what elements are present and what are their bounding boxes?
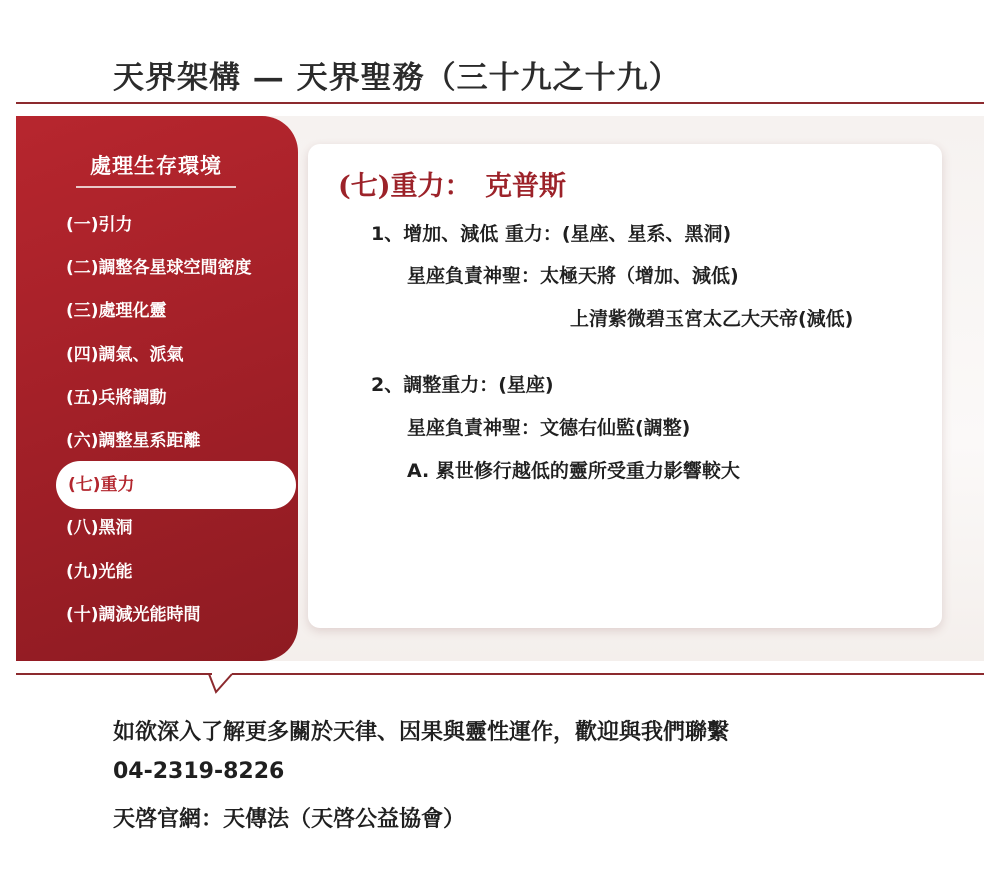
sidebar-title: 處理生存環境 xyxy=(76,150,236,188)
footer-phone[interactable]: 04-2319-8226 xyxy=(113,759,285,784)
sidebar-item-qi-dispatch[interactable]: (四)調氣、派氣 xyxy=(66,345,184,365)
speech-pointer-icon xyxy=(208,672,238,694)
footer-website[interactable]: 天啓官網：天傳法（天啓公益協會） xyxy=(113,807,466,832)
footer-contact-text: 如欲深入了解更多關於天律、因果與靈性運作，歡迎與我們聯繫 xyxy=(113,720,730,745)
bottom-divider xyxy=(232,673,984,675)
page-title: 天界架構 — 天界聖務（三十九之十九） xyxy=(113,60,681,96)
sidebar-item-black-hole[interactable]: (八)黑洞 xyxy=(66,518,133,538)
content-note-a: A. 累世修行越低的靈所受重力影響較大 xyxy=(407,460,740,482)
content-deity-line: 星座負責神聖：太極天將（增加、減低) xyxy=(407,265,739,287)
sidebar-item-galaxy-distance[interactable]: (六)調整星系距離 xyxy=(66,431,201,451)
content-deity-line: 上清紫微碧玉宮太乙大天帝(減低) xyxy=(570,308,854,330)
bottom-divider xyxy=(16,673,212,675)
sidebar-item-planet-density[interactable]: (二)調整各星球空間密度 xyxy=(66,258,252,278)
sidebar-item-light-energy[interactable]: (九)光能 xyxy=(66,562,133,582)
section-heading: (七)重力： 克普斯 xyxy=(338,171,567,202)
content-point-2: 2、調整重力：(星座) xyxy=(371,374,554,396)
content-point-1: 1、增加、減低 重力：(星座、星系、黑洞) xyxy=(371,223,732,245)
sidebar-item-gravity[interactable]: (七)重力 xyxy=(56,461,296,509)
sidebar-item-troop-mobilization[interactable]: (五)兵將調動 xyxy=(66,388,167,408)
title-divider xyxy=(16,102,984,104)
sidebar xyxy=(16,116,298,661)
sidebar-item-spirit-processing[interactable]: (三)處理化靈 xyxy=(66,301,167,321)
content-deity-line: 星座負責神聖：文德右仙監(調整) xyxy=(407,417,691,439)
sidebar-item-light-time[interactable]: (十)調減光能時間 xyxy=(66,605,201,625)
content-card xyxy=(308,144,942,628)
sidebar-item-gravitation[interactable]: (一)引力 xyxy=(66,215,133,235)
